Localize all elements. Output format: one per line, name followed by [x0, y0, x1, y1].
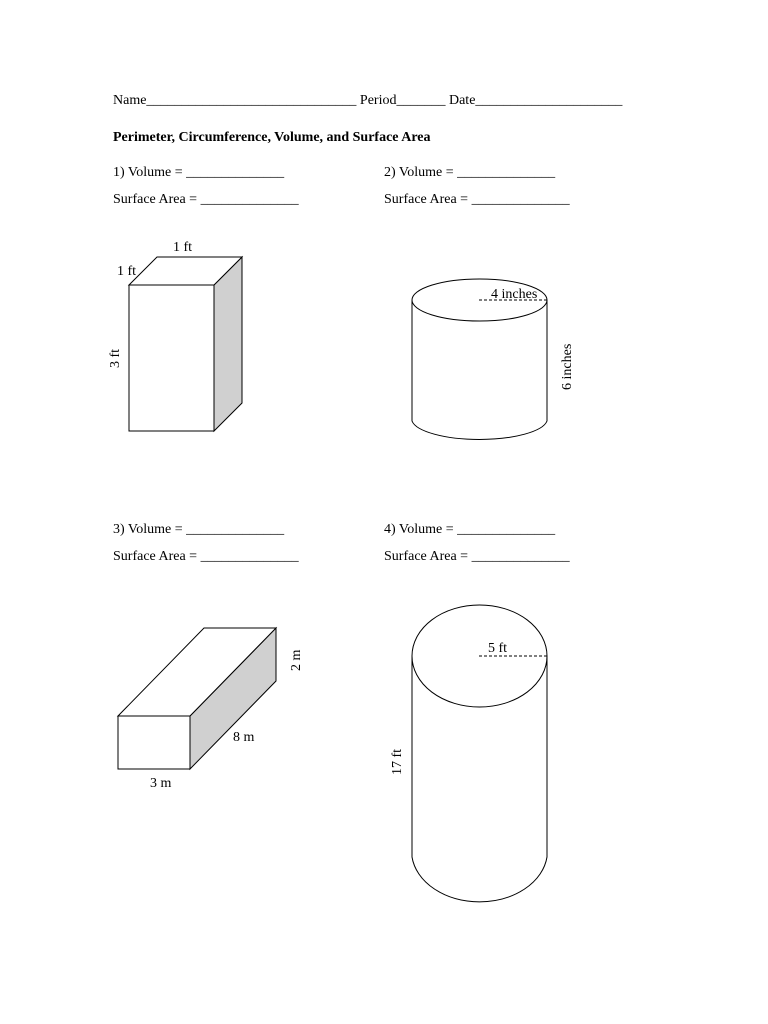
prism-1-width-label: 1 ft [173, 240, 193, 255]
problem-1-volume: 1) Volume = ______________ [113, 165, 285, 180]
problem-3-volume: 3) Volume = ______________ [113, 522, 285, 537]
problem-4-surface-area: Surface Area = ______________ [384, 549, 570, 564]
prism-3-height-label: 2 m [289, 649, 304, 671]
cylinder-4-radius-label: 5 ft [488, 641, 508, 656]
problem-2-volume: 2) Volume = ______________ [384, 165, 556, 180]
prism-1-height-label: 3 ft [108, 348, 123, 368]
prism-1-depth-label: 1 ft [117, 264, 137, 279]
problem-3-surface-area: Surface Area = ______________ [113, 549, 299, 564]
prism-3-width-label: 3 m [150, 776, 172, 791]
header-fields: Name______________________________ Period_______ Date_____________________ [113, 93, 623, 108]
problem-4-volume: 4) Volume = ______________ [384, 522, 556, 537]
problem-1-surface-area: Surface Area = ______________ [113, 192, 299, 207]
cylinder-2-height-label: 6 inches [560, 343, 575, 390]
prism-3-length-label: 8 m [233, 730, 255, 745]
cylinder-2-radius-label: 4 inches [491, 287, 538, 302]
problem-2-surface-area: Surface Area = ______________ [384, 192, 570, 207]
worksheet-title: Perimeter, Circumference, Volume, and Surface Area [113, 130, 431, 145]
cylinder-4-height-label: 17 ft [390, 748, 405, 775]
